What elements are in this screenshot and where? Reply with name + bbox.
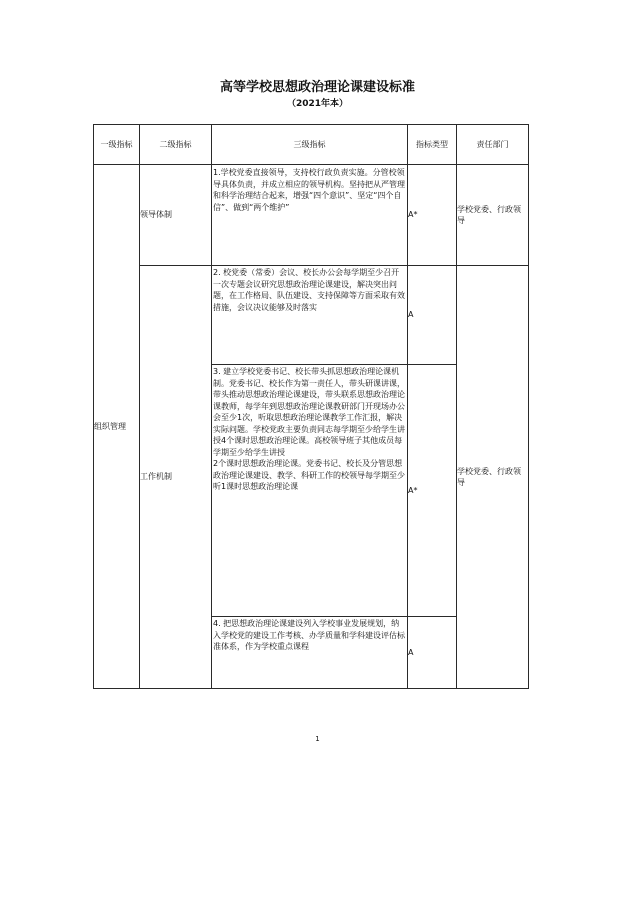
indicator-3-type — [408, 365, 456, 616]
indicator-3-type-value: A* — [408, 485, 418, 495]
indicator-4-type-value: A — [408, 647, 414, 657]
header-department: 责任部门 — [476, 140, 509, 149]
indicator-2-type-value: A — [408, 310, 414, 320]
indicator-1-type-value: A* — [408, 210, 418, 220]
document-title: 高等学校思想政治理论课建设标准 — [219, 80, 415, 95]
department-cell-1 — [457, 165, 528, 265]
department-label-1: 学校党委、行政领导 — [457, 204, 521, 225]
header-level2: 二级指标 — [159, 140, 192, 149]
indicator-4-text: 4. 把思想政治理论课建设列入学校事业发展规划，纳入学校党的建设工作考核、办学质量和学科建设评估标准体系，作为学校重点课程 — [213, 619, 405, 651]
level2-label-leadership: 领导体制 — [140, 210, 172, 220]
header-type: 指标类型 — [416, 140, 448, 149]
header-level1: 一级指标 — [100, 140, 133, 149]
table-border-right — [528, 124, 529, 689]
indicator-4-type — [408, 617, 456, 688]
table-border-bottom — [93, 688, 529, 689]
level1-label: 组织管理 — [94, 421, 126, 431]
indicator-3-text: 3. 建立学校党委书记、校长带头抓思想政治理论课机制。党委书记、校长作为第一责任人，带头研课讲课，带头推动思想政治理论课建设，带头联系思想政治理论课教师，每学年到思想政治理论课教研部门开现场办公会至少1次，听取思想政治理论课教学工作汇报，解决实际问题。学校党政主要负责同志每学期至少给学生讲授4个课时思想政治理论课。高校领导班子其他成员每学期至少给学生讲授 2个课时思想政治理论课。党委书记、校长及分管思想政治理论课建设、教学、科研工作的校领导每学期至少听1课时思想政治理论课 — [213, 367, 405, 491]
level2-cell-leadership — [140, 165, 211, 265]
level2-cell-mechanism — [140, 266, 211, 688]
level1-cell — [94, 165, 139, 688]
document-subtitle: （2021年本） — [286, 99, 349, 109]
page-number: 1 — [315, 735, 320, 743]
indicator-2-text: 2. 校党委（常委）会议、校长办公会每学期至少召开一次专题会议研究思想政治理论课建设，解决突出问题，在工作格局、队伍建设、支持保障等方面采取有效措施，会议决议能够及时落实 — [213, 268, 405, 312]
department-label-2: 学校党委、行政领导 — [457, 466, 521, 487]
indicator-1-type — [408, 165, 456, 265]
level2-label-mechanism: 工作机制 — [140, 472, 172, 482]
indicator-1-text: 1.学校党委直接领导，支持校行政负责实施。分管校领导具体负责，并成立相应的领导机构。坚持把从严管理和科学治理结合起来，增强“四个意识”、坚定“四个自信”、做到“两个维护” — [213, 168, 405, 212]
department-cell-2 — [457, 266, 528, 688]
header-level3: 三级指标 — [293, 140, 326, 149]
indicator-2-type — [408, 266, 456, 364]
